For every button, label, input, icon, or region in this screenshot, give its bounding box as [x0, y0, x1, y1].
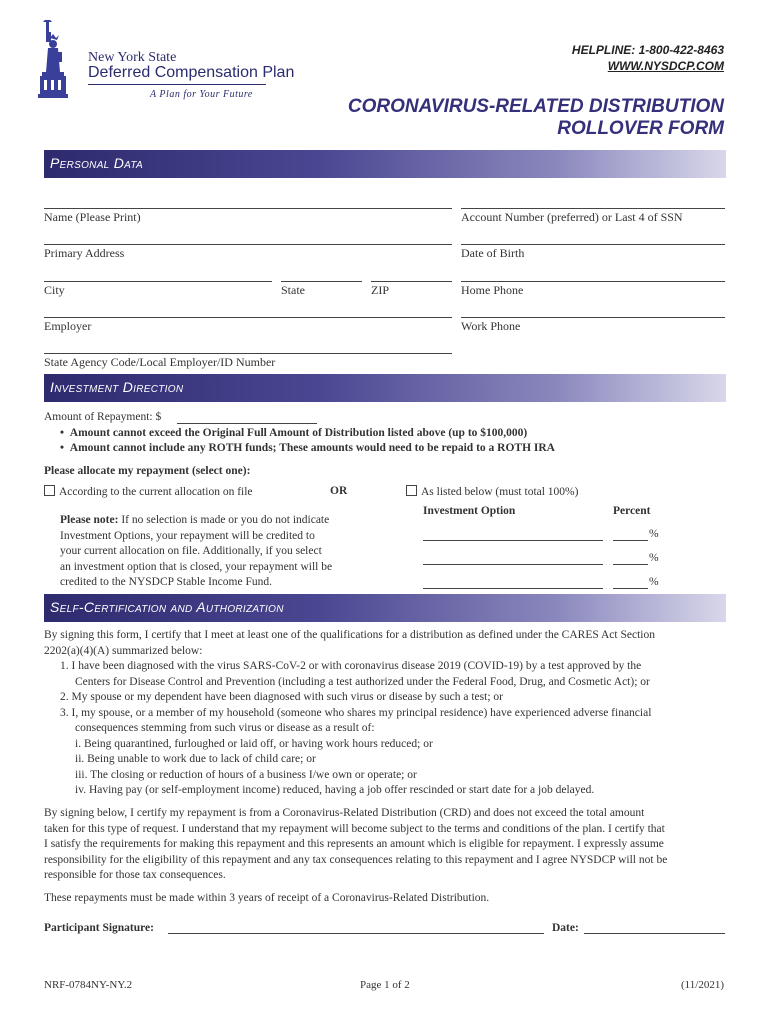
bullet-2-text: Amount cannot include any ROTH funds; These amounts would need to be repaid to a ROTH IRA: [69, 442, 555, 454]
website-link[interactable]: WWW.NYSDCP.COM: [607, 59, 724, 73]
agency-field[interactable]: [44, 353, 452, 354]
option-listed: [406, 485, 578, 498]
city-field[interactable]: [44, 281, 272, 282]
logo-divider: [88, 84, 266, 85]
note-line-1-text: If no selection is made or you do not indicate: [121, 514, 330, 526]
name-field[interactable]: [44, 208, 452, 209]
percent-field-3[interactable]: [613, 588, 648, 589]
para2-line-5: responsible for those tax consequences.: [44, 869, 226, 881]
or-label: OR: [330, 485, 348, 497]
note-line-5: credited to the NYSDCP Stable Income Fund.: [60, 576, 272, 588]
dob-field[interactable]: [461, 244, 725, 245]
address-label: Primary Address: [44, 246, 125, 260]
option-current: [44, 485, 253, 498]
bullet-2: • Amount cannot include any ROTH funds; These amounts would need to be repaid to a ROTH IRA: [60, 442, 555, 454]
certification-intro: [44, 628, 726, 799]
city-label: City: [44, 283, 65, 297]
section-heading-self-certification: Self-Certification and Authorization: [50, 599, 284, 615]
section-bar-investment-direction: [44, 374, 726, 402]
section-heading-personal-data: Personal Data: [50, 155, 143, 171]
signature-field[interactable]: [168, 933, 544, 934]
intro-line-2: 2202(a)(4)(A) summarized below:: [44, 644, 203, 657]
zip-label: ZIP: [371, 283, 389, 297]
tagline: A Plan for Your Future: [150, 89, 253, 100]
bullet-1: • Amount cannot exceed the Original Full Amount of Distribution listed above (up to $100,000): [60, 427, 528, 439]
bullet-1-text: Amount cannot exceed the Original Full Amount of Distribution listed above (up to $100,000): [69, 427, 528, 439]
note-line-4: an investment option that is closed, your repayment will be: [60, 560, 333, 573]
form-title-line1: CORONAVIRUS-RELATED DISTRIBUTION: [347, 96, 724, 117]
listed-allocation-checkbox[interactable]: [406, 485, 417, 496]
option-listed-label: As listed below (must total 100%): [421, 486, 579, 498]
para2-line-1: By signing below, I certify my repayment is from a Coronavirus-Related Distribution (CRD) and does not exceed the total amount: [44, 807, 645, 819]
option-current-label: According to the current allocation on file: [59, 486, 253, 498]
percent-symbol-1: %: [649, 528, 659, 540]
section-bar-personal-data: [44, 150, 726, 178]
para2-line-4: responsibility for the eligibility of this repayment and any tax consequences relating to this repayment and I agree NYSDCP will not be: [44, 853, 668, 866]
helpline: HELPLINE: 1-800-422-8463: [571, 43, 724, 57]
item-2: 2. My spouse or my dependent have been diagnosed with such virus or disease by such a test; or: [60, 691, 503, 703]
para2-line-2: taken for this type of request. I understand that my repayment will become subject to the terms and conditions of the plan. I certify that: [44, 822, 665, 835]
page-number: Page 1 of 2: [360, 979, 410, 991]
investment-option-field-1[interactable]: [423, 540, 603, 541]
home-phone-label: Home Phone: [461, 283, 524, 297]
percent-field-2[interactable]: [613, 564, 648, 565]
form-title: [348, 96, 724, 140]
investment-option-field-3[interactable]: [423, 588, 603, 589]
investment-option-field-2[interactable]: [423, 564, 603, 565]
form-id: NRF-0784NY-NY.2: [44, 979, 133, 991]
amount-label: Amount of Repayment: $: [44, 411, 162, 423]
statue-of-liberty-logo: [36, 20, 86, 102]
sub-item-ii: ii. Being unable to work due to lack of child care; or: [75, 753, 316, 765]
section-heading-investment-direction: Investment Direction: [50, 379, 184, 395]
amount-field[interactable]: [177, 423, 317, 424]
certification-paragraph-3: These repayments must be made within 3 years of receipt of a Coronavirus-Related Distribution.: [44, 892, 490, 904]
percent-symbol-3: %: [649, 576, 659, 588]
item-1-line-1: 1. I have been diagnosed with the virus SARS-CoV-2 or with coronavirus disease 2019 (COVID-19) by a test approved by the: [60, 660, 642, 672]
col-percent: Percent: [613, 505, 651, 517]
zip-field[interactable]: [371, 281, 452, 282]
note-label: Please note:: [60, 514, 119, 526]
account-label: Account Number (preferred) or Last 4 of SSN: [461, 210, 683, 224]
col-investment-option: Investment Option: [423, 505, 516, 517]
note-line-2: Investment Options, your repayment will be credited to: [60, 529, 315, 542]
state-label: State: [281, 283, 305, 297]
form-title-line2: ROLLOVER FORM: [557, 118, 724, 139]
revision-date: (11/2021): [681, 979, 724, 991]
note-line-1: [60, 513, 370, 529]
address-field[interactable]: [44, 244, 452, 245]
org-name-line1: New York State: [88, 50, 177, 65]
state-field[interactable]: [281, 281, 362, 282]
sub-item-iii: iii. The closing or reduction of hours of a business I/we own or operate; or: [75, 768, 417, 781]
sub-item-i: i. Being quarantined, furloughed or laid off, or having work hours reduced; or: [75, 737, 433, 750]
dob-label: Date of Birth: [461, 246, 525, 260]
percent-field-1[interactable]: [613, 540, 648, 541]
current-allocation-checkbox[interactable]: [44, 485, 55, 496]
item-3-line-1: 3. I, my spouse, or a member of my household (someone who shares my principal residence) have experienced adverse financial: [60, 706, 652, 719]
home-phone-field[interactable]: [461, 281, 725, 282]
item-3-line-2: consequences stemming from such virus or disease as a result of:: [75, 722, 375, 734]
intro-line-1: By signing this form, I certify that I meet at least one of the qualifications for a distribution as defined under the CARES Act Section: [44, 629, 655, 641]
certification-paragraph-2: [44, 806, 726, 884]
sub-item-iv: iv. Having pay (or self-employment income) reduced, having a job offer rescinded or start date for a job delayed.: [75, 784, 595, 796]
item-1-line-2: Centers for Disease Control and Prevention (including a test authorized under the Federal Food, Drug, and Cosmetic Act); or: [75, 675, 650, 688]
account-field[interactable]: [461, 208, 725, 209]
employer-field[interactable]: [44, 317, 452, 318]
work-phone-label: Work Phone: [461, 319, 521, 333]
para2-line-3: I satisfy the requirements for making this repayment and this represents an amount which is eligible for repayment. I expressly assume: [44, 838, 664, 850]
org-name-line2: Deferred Compensation Plan: [88, 64, 295, 81]
allocate-heading: Please allocate my repayment (select one):: [44, 465, 251, 477]
section-bar-self-certification: [44, 594, 726, 622]
date-field[interactable]: [584, 933, 725, 934]
date-label: Date:: [552, 922, 579, 934]
agency-label: State Agency Code/Local Employer/ID Number: [44, 355, 276, 369]
note-line-3: your current allocation on file. Additionally, if you select: [60, 545, 322, 557]
note-block: [60, 513, 370, 591]
name-label: Name (Please Print): [44, 210, 141, 224]
signature-label: Participant Signature:: [44, 922, 154, 934]
employer-label: Employer: [44, 319, 92, 333]
work-phone-field[interactable]: [461, 317, 725, 318]
percent-symbol-2: %: [649, 552, 659, 564]
